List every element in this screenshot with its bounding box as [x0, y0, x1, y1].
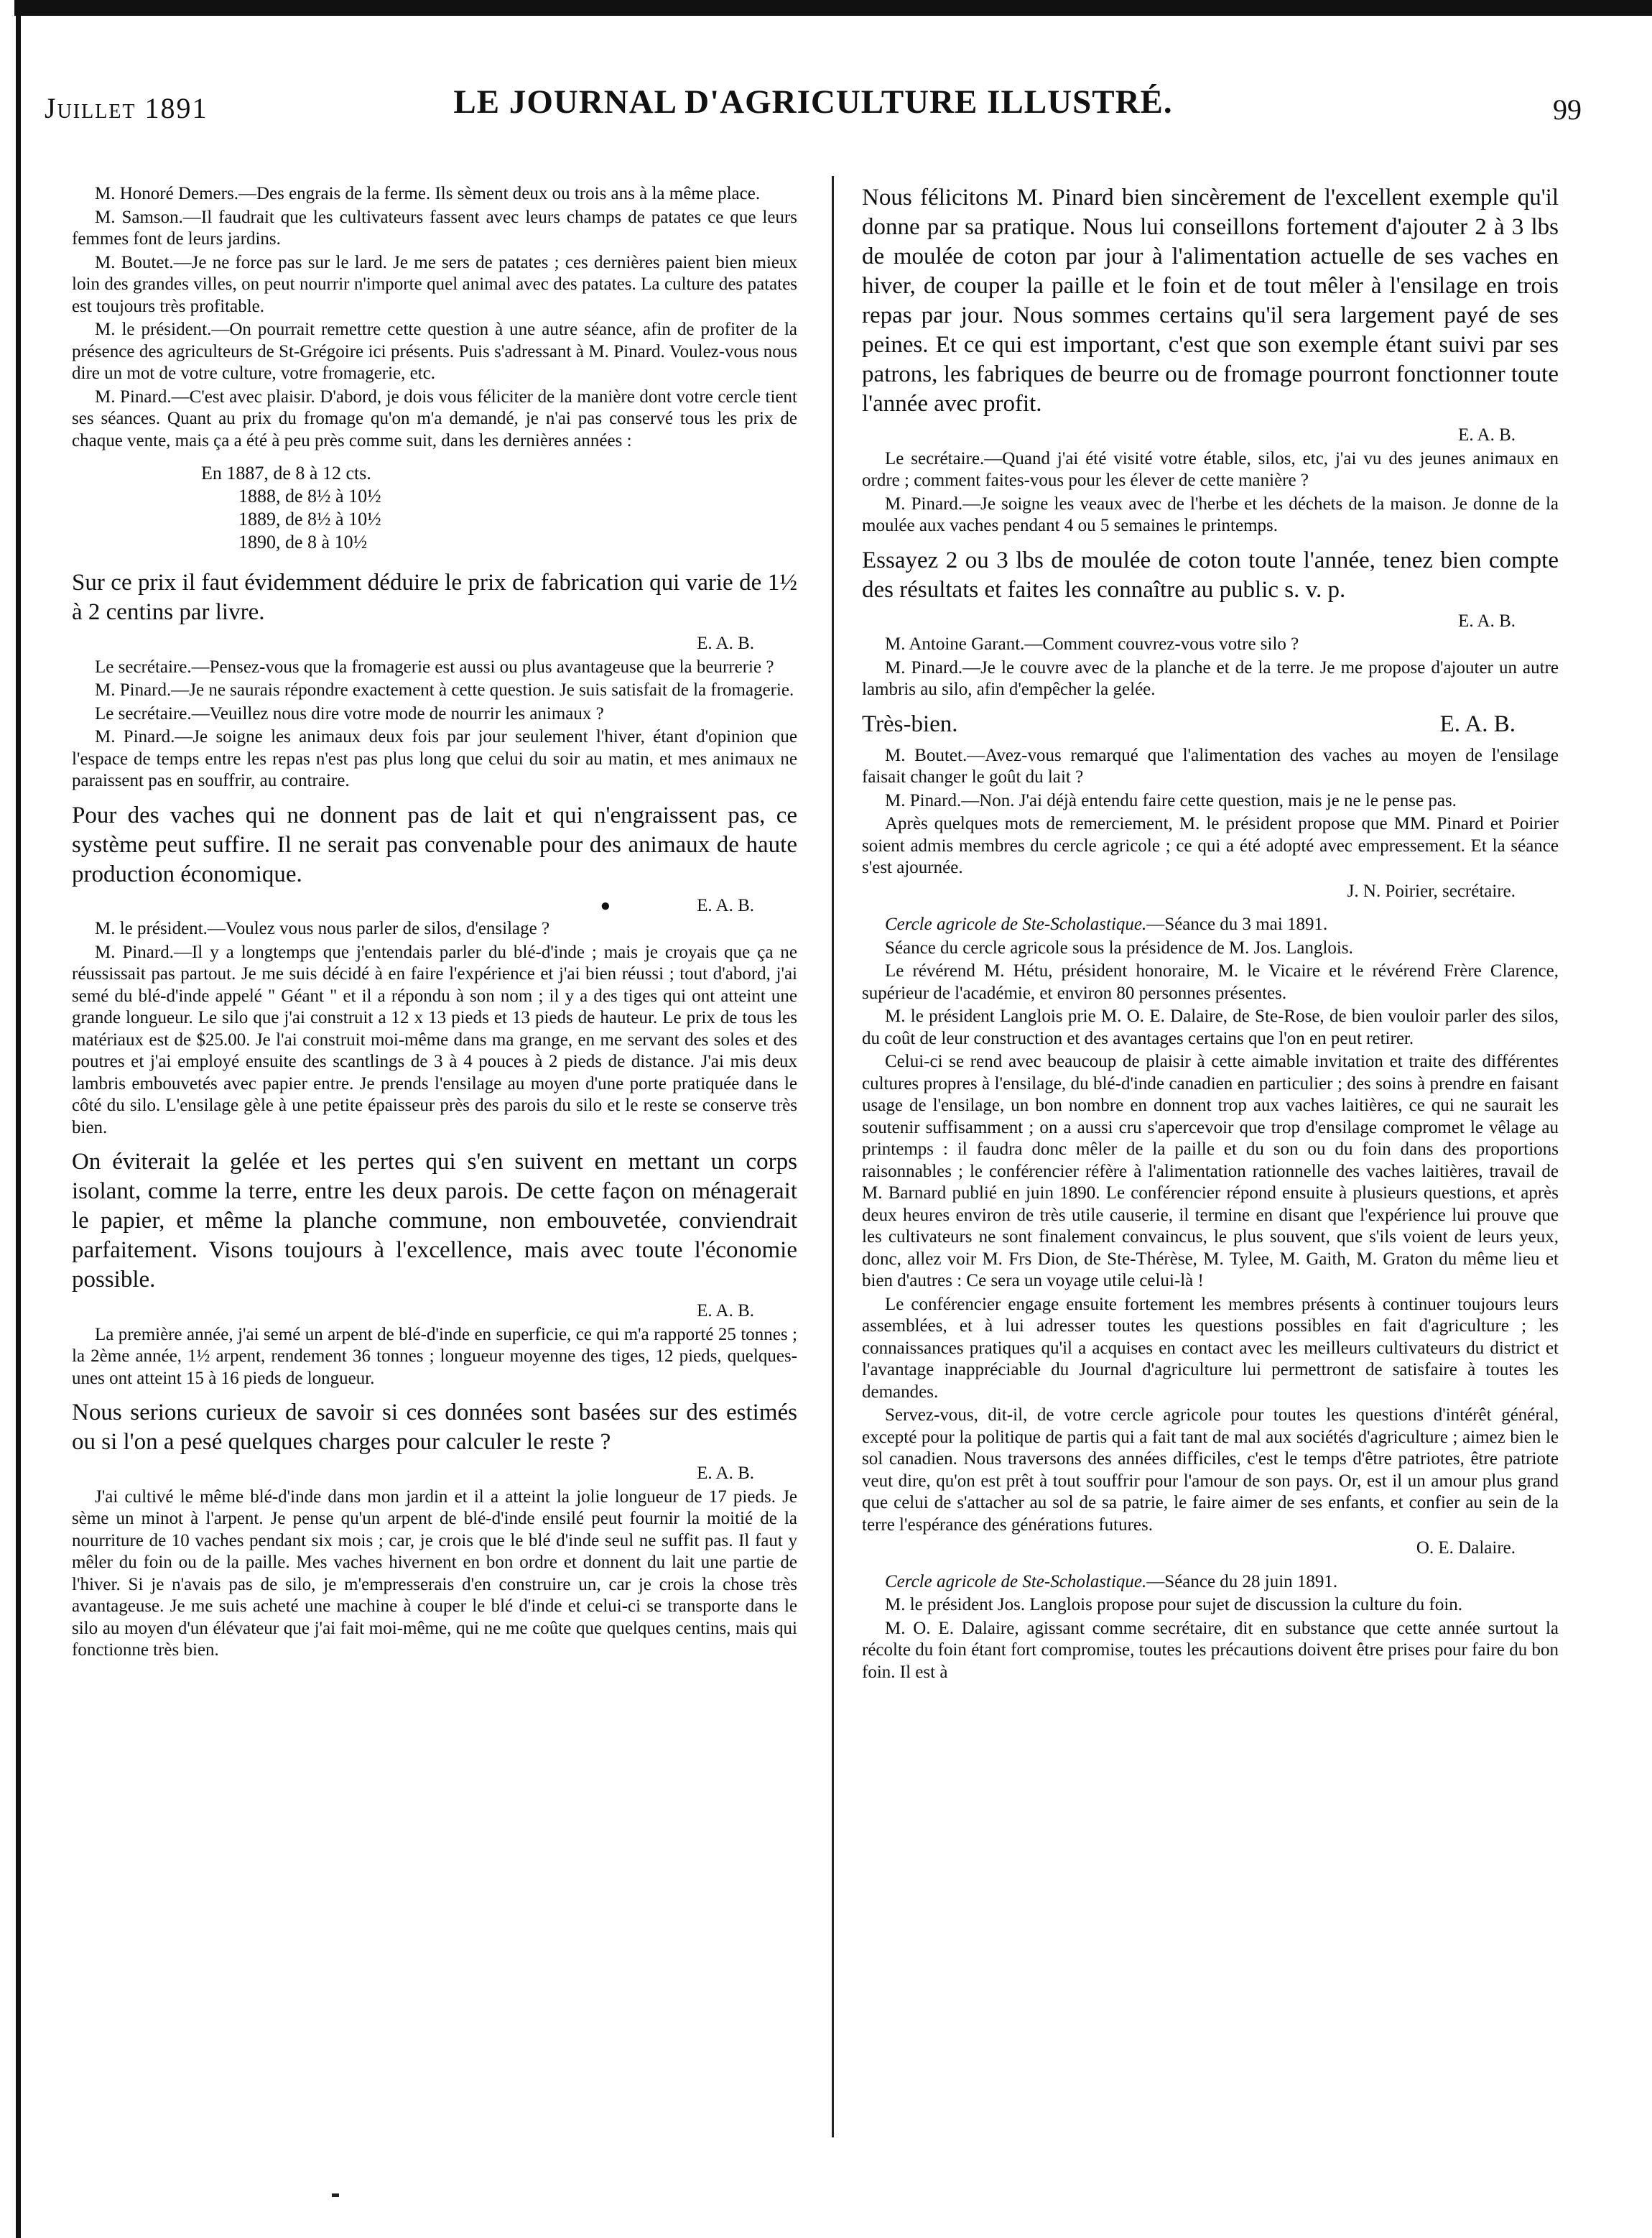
editor-signature: E. A. B.	[1458, 425, 1516, 445]
price-row: 1890, de 8 à 10½	[238, 532, 368, 552]
page-number: 99	[1553, 93, 1582, 126]
editor-comment: Essayez 2 ou 3 lbs de moulée de coton toute l'année, tenez bien compte des résultats et faites les connaître au public s. v. p.	[862, 547, 1559, 603]
bullet-mark: ●	[600, 896, 611, 915]
page-header	[45, 83, 1582, 133]
editor-comment: Sur ce prix il faut évidemment déduire le prix de fabrication qui varie de 1½ à 2 centins par livre.	[72, 570, 797, 625]
price-row: En 1887, de 8 à 12 cts.	[201, 463, 371, 484]
paragraph: M. Pinard.—Je le couvre avec de la planche et de la terre. Je me propose d'ajouter un autre lambris au silo, afin d'empêcher la gelée.	[862, 657, 1559, 699]
paragraph: Séance du cercle agricole sous la présidence de M. Jos. Langlois.	[885, 938, 1353, 958]
editor-comment: Nous félicitons M. Pinard bien sincèrement de l'excellent exemple qu'il donne par sa pratique. Nous lui conseillons fortement d'ajouter 2 à 3 lbs de moulée de coton par jour à l'alimentation actuelle de ses vaches en hiver, de couper la paille et le foin et de tout mêler à l'ensilage en trois repas par jour. Nous sommes certains qu'il sera largement payé de ses peines. Et ce qui est important, c'est que son exemple étant suivi par ses patrons, les fabriques de beurre ou de fromage pourront fonctionner toute l'année avec profit.	[862, 185, 1559, 417]
editor-comment: Nous serions curieux de savoir si ces données sont basées sur des estimés ou si l'on a pesé quelques charges pour calculer le reste ?	[72, 1400, 797, 1455]
cheese-price-list	[201, 462, 797, 554]
section-date: —Séance du 3 mai 1891.	[1146, 915, 1328, 934]
editor-signature: E. A. B.	[697, 1301, 754, 1321]
left-column	[72, 183, 797, 1663]
secretary-signature: J. N. Poirier, secrétaire.	[1347, 881, 1516, 901]
editor-comment: Très-bien. E. A. B.	[862, 711, 1516, 737]
paragraph: M. Pinard.—Je soigne les veaux avec de l'herbe et les déchets de la maison. Je donne de la moulée aux vaches pendant 4 ou 5 semaines le printemps.	[862, 494, 1559, 535]
paragraph: M. Boutet.—Je ne force pas sur le lard. Je me sers de patates ; ces dernières paient bien mieux loin des grandes villes, on peut nourrir n'importe quel animal avec des patates. La culture des patates est toujours très profitable.	[72, 252, 797, 316]
paragraph: M. le président Jos. Langlois propose pour sujet de discussion la culture du foin.	[885, 1595, 1463, 1614]
paragraph: M. Honoré Demers.—Des engrais de la ferme. Ils sèment deux ou trois ans à la même place.	[95, 184, 761, 203]
paragraph: M. Pinard.—Non. J'ai déjà entendu faire cette question, mais je ne le pense pas.	[885, 790, 1457, 810]
paragraph: M. Pinard.—Je ne saurais répondre exactement à cette question. Je suis satisfait de la fromagerie.	[95, 680, 794, 700]
paragraph: M. le président.—On pourrait remettre cette question à une autre séance, afin de profiter de la présence des agriculteurs de St-Grégoire ici présents. Puis s'adressant à M. Pinard. Voulez-vous nous dire un mot de votre culture, votre fromagerie, etc.	[72, 320, 797, 383]
paragraph: Le conférencier engage ensuite fortement les membres présents à continuer toujours leurs assemblées, et à lui adresser toutes les questions possibles en fait d'agriculture ; les connaissances pratiques qu'il a acquises en contact avec les meilleurs cultivateurs du district et l'avantage inappréciable du Journal d'agriculture lui permettront de satisfaire à toutes les demandes.	[862, 1294, 1559, 1402]
paragraph: Le secrétaire.—Pensez-vous que la fromagerie est aussi ou plus avantageuse que la beurrerie ?	[95, 657, 774, 677]
editor-comment: Pour des vaches qui ne donnent pas de lait et qui n'engraissent pas, ce système peut suffire. Il ne serait pas convenable pour des animaux de haute production économique.	[72, 802, 797, 887]
paragraph: Le secrétaire.—Veuillez nous dire votre mode de nourrir les animaux ?	[95, 703, 604, 723]
ink-mark	[332, 2193, 339, 2197]
paragraph: Le secrétaire.—Quand j'ai été visité votre étable, silos, etc, j'ai vu des jeunes animaux en ordre ; comment faites-vous pour les élever de cette manière ?	[862, 448, 1559, 490]
price-row: 1889, de 8½ à 10½	[238, 509, 381, 530]
paragraph: Après quelques mots de remerciement, M. le président propose que MM. Pinard et Poirier soient admis membres du cercle agricole ; ce qui a été adopté avec empressement. Et la séance s'est ajournée.	[862, 814, 1559, 877]
paragraph: Celui-ci se rend avec beaucoup de plaisir à cette aimable invitation et traite des différentes cultures propres à l'ensilage, du blé-d'inde canadien en particulier ; des soins à prendre en faisant usage de l'ensilage, un bon nombre en donnent trop aux vaches laitières, ce qui ne saurait les soutenir suffisamment ; on a aussi cru s'apercevoir que trop d'ensilage compromet le vêlage au printemps : il faudra donc mêler de la paille et du son ou du foin dans des proportions raisonnables ; le conférencier réfère à l'alimentation rationnelle des vaches laitières, travail de M. Barnard publié en juin 1890. Le conférencier répond ensuite à plusieurs questions, et après deux heures environ de très utile causerie, il termine en disant que l'expérience lui prouve que les cultivateurs ne sont finalement convaincus, le plus souvent, que s'ils voient de leurs yeux, donc, allez voir M. Frs Dion, de Ste-Thérèse, M. Tylee, M. Gaith, M. Graton du même lieu et bien d'autres : Ce sera un voyage utile celui-là !	[862, 1052, 1559, 1290]
paragraph: M. Pinard.—Je soigne les animaux deux fois par jour seulement l'hiver, étant d'opinion que l'espace de temps entre les repas n'est pas plus long que celui du soir au matin, et mes animaux ne paraissent pas en souffrir, au contraire.	[72, 727, 797, 790]
left-border-rule	[16, 7, 21, 2238]
top-border-bar	[14, 0, 1652, 16]
section-heading	[862, 914, 1559, 936]
section-title: Cercle agricole de Ste-Scholastique.	[885, 915, 1147, 934]
right-column	[862, 183, 1559, 1685]
price-row: 1888, de 8½ à 10½	[238, 486, 381, 507]
editor-signature: E. A. B.	[697, 634, 754, 653]
column-divider	[832, 176, 834, 2137]
paragraph: J'ai cultivé le même blé-d'inde dans mon jardin et il a atteint la jolie longueur de 17 pieds. Je sème un minot à l'arpent. Je pense qu'un arpent de blé-d'inde ensilé peut fournir la moitié de la nourriture de 10 vaches pendant six mois ; car, je crois que le blé d'inde seul ne suffit pas. Il faut y mêler du foin ou de la paille. Mes vaches hivernent en bon ordre et donnent du lait une partie de l'hiver. Si je n'avais pas de silo, je m'empresserais d'en construire un, car je crois la chose très avantageuse. Je me suis acheté une machine à couper le blé d'inde et celui-ci se transporte dans le silo au moyen d'un élévateur que j'ai fait moi-même, qui ne me coûte que quelques centins, mais qui fonctionne très bien.	[72, 1486, 797, 1660]
author-signature: O. E. Dalaire.	[1416, 1538, 1516, 1558]
journal-title: LE JOURNAL D'AGRICULTURE ILLUSTRÉ.	[453, 83, 1173, 121]
section-heading	[862, 1571, 1559, 1594]
paragraph: La première année, j'ai semé un arpent de blé-d'inde en superficie, ce qui m'a rapporté 25 tonnes ; la 2ème année, 1½ arpent, rendement 36 tonnes ; longueur moyenne des tiges, 12 pieds, quelques-unes ont atteint 15 à 16 pieds de longueur.	[72, 1324, 797, 1388]
paragraph: M. Antoine Garant.—Comment couvrez-vous votre silo ?	[885, 634, 1299, 654]
editor-signature: E. A. B.	[1458, 611, 1516, 631]
paragraph: M. Pinard.—Il y a longtemps que j'entendais parler du blé-d'inde ; mais je croyais que ça ne réussissait pas partout. Je me suis décidé à en faire l'expérience et j'ai bien réussi ; tout d'abord, j'ai semé du blé-d'inde appelé " Géant " et il a répondu à son nom ; il y a des tiges qui ont atteint une grande longueur. Le silo que j'ai construit a 12 x 13 pieds et 13 pieds de hauteur. Le prix de tous les matériaux est de $25.00. Je l'ai construit moi-même dans ma grange, en me servant des soles et des poutres et j'ai employé ensuite des scantlings de 3 à 4 pouces à 2 pieds de distance. J'ai mis deux lambris embouvetés avec papier entre. Je prends l'ensilage au moyen d'une porte pratiquée dans le côté du silo. L'ensilage gèle à une petite épaisseur près des parois du silo et le reste se conserve très bien.	[72, 942, 797, 1137]
paragraph: M. Boutet.—Avez-vous remarqué que l'alimentation des vaches au moyen de l'ensilage faisait changer le goût du lait ?	[862, 745, 1559, 787]
paragraph: M. O. E. Dalaire, agissant comme secrétaire, dit en substance que cette année surtout la récolte du foin étant fort compromise, toutes les précautions doivent être prises pour faire du bon foin. Il est à	[862, 1618, 1559, 1682]
paragraph: M. Samson.—Il faudrait que les cultivateurs fassent avec leurs champs de patates ce que leurs femmes font de leurs jardins.	[72, 207, 797, 249]
header-date: Juillet 1891	[45, 92, 208, 124]
section-date: —Séance du 28 juin 1891.	[1146, 1571, 1338, 1591]
paragraph: M. le président Langlois prie M. O. E. Dalaire, de Ste-Rose, de bien vouloir parler des silos, du coût de leur construction et des avantages certains que l'on en peut retirer.	[862, 1007, 1559, 1048]
editor-comment: On éviterait la gelée et les pertes qui s'en suivent en mettant un corps isolant, comme la terre, entre les deux parois. De cette façon on ménagerait le papier, et même la planche commune, non embouvetée, conviendrait parfaitement. Visons toujours à l'excellence, mais avec toute l'économie possible.	[72, 1149, 797, 1293]
paragraph: M. Pinard.—C'est avec plaisir. D'abord, je dois vous féliciter de la manière dont votre cercle tient ses séances. Quant au prix du fromage qu'on m'a demandé, je n'ai pas conservé tous les prix de chaque vente, mais ça a été à peu près comme suit, dans les dernières années :	[72, 387, 797, 450]
paragraph: M. le président.—Voulez vous nous parler de silos, d'ensilage ?	[95, 919, 550, 938]
editor-signature: ● E. A. B.	[72, 895, 797, 917]
paragraph: Le révérend M. Hétu, président honoraire, M. le Vicaire et le révérend Frère Clarence, supérieur de l'académie, et environ 80 personnes présentes.	[862, 961, 1559, 1003]
section-title: Cercle agricole de Ste-Scholastique.	[885, 1571, 1147, 1591]
paragraph: Servez-vous, dit-il, de votre cercle agricole pour toutes les questions d'intérêt général, excepté pour la politique de partis qui a fait tant de mal aux sociétés d'agriculture ; aimez bien le sol canadien. Nous traversons des années difficiles, c'est le temps d'être patriotes, être patriote veut dire, qu'on est prêt à tout souffrir pour l'amour de son pays. Or, est il un amour plus grand que celui de s'attacher au sol de sa patrie, le faire aimer de ses enfants, et confier au sein de la terre l'espérance des générations futures.	[862, 1405, 1559, 1535]
editor-signature: E. A. B.	[697, 1464, 754, 1483]
